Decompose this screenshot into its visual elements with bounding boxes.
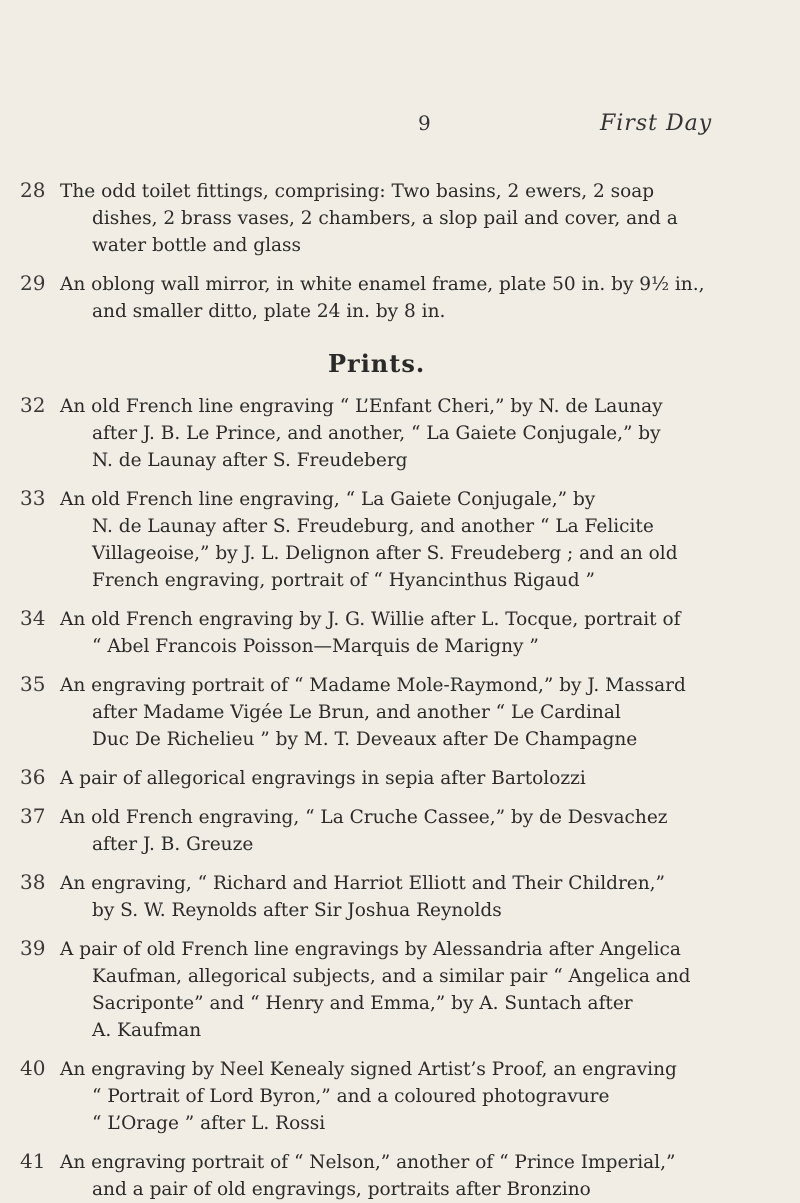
- lot-line: An oblong wall mirror, in white enamel frame, plate 50 in. by 9½ in.,: [60, 274, 705, 295]
- lot-line: French engraving, portrait of “ Hyancinthus Rigaud ”: [92, 570, 595, 591]
- lot-line: after J. B. Le Prince, and another, “ La Gaiete Conjugale,” by: [92, 423, 661, 444]
- lot-description: [62, 393, 774, 474]
- lot-number: 37: [20, 804, 46, 828]
- lot-line: An engraving portrait of “ Nelson,” another of “ Prince Imperial,”: [60, 1152, 676, 1173]
- lot-line: after J. B. Greuze: [92, 834, 254, 855]
- lot-line: A pair of old French line engravings by Alessandria after Angelica: [60, 939, 681, 960]
- lot-description: [62, 1056, 774, 1137]
- lot-line: N. de Launay after S. Freudeberg: [92, 450, 408, 471]
- lot-number: 38: [20, 870, 46, 894]
- lot-line: The odd toilet fittings, comprising: Two basins, 2 ewers, 2 soap: [60, 181, 655, 202]
- lot-line: An old French engraving, “ La Cruche Cassee,” by de Desvachez: [60, 807, 668, 828]
- lot-number: 35: [20, 672, 46, 696]
- lot-line: An old French engraving by J. G. Willie after L. Tocque, portrait of: [60, 609, 681, 630]
- lot-description: [62, 1149, 774, 1203]
- lot-line: after Madame Vigée Le Brun, and another “ Le Cardinal: [92, 702, 621, 723]
- lot-number: 41: [20, 1149, 46, 1173]
- lot-number: 32: [20, 393, 46, 417]
- lot-line: Villageoise,” by J. L. Delignon after S. Freudeberg ; and an old: [92, 543, 678, 564]
- lot-line: dishes, 2 brass vases, 2 chambers, a slop pail and cover, and a: [92, 208, 678, 229]
- lot-description: [62, 804, 774, 858]
- lot-line: A pair of allegorical engravings in sepia after Bartolozzi: [60, 768, 586, 789]
- lot-description: [62, 870, 774, 924]
- lot-description: [62, 178, 774, 259]
- lot-description: [62, 672, 774, 753]
- lot-line: Duc De Richelieu ” by M. T. Deveaux after De Champagne: [92, 729, 638, 750]
- lot-line: water bottle and glass: [92, 235, 302, 256]
- lot-line: An engraving, “ Richard and Harriot Elliott and Their Children,”: [60, 873, 666, 894]
- lot-number: 33: [20, 486, 46, 510]
- lot-line: An old French line engraving, “ La Gaiete Conjugale,” by: [60, 489, 596, 510]
- lot-line: Kaufman, allegorical subjects, and a similar pair “ Angelica and: [92, 966, 691, 987]
- lot-number: 40: [20, 1056, 46, 1080]
- lot-line: Sacriponte” and “ Henry and Emma,” by A. Suntach after: [92, 993, 633, 1014]
- lot-description: [62, 486, 774, 594]
- lot-line: and a pair of old engravings, portraits after Bronzino: [92, 1179, 591, 1200]
- lot-line: An engraving portrait of “ Madame Mole-Raymond,” by J. Massard: [60, 675, 686, 696]
- lot-line: N. de Launay after S. Freudeburg, and another “ La Felicite: [92, 516, 654, 537]
- lot-description: [62, 936, 774, 1044]
- page-header: [0, 111, 800, 141]
- lot-line: by S. W. Reynolds after Sir Joshua Reynolds: [92, 900, 502, 921]
- page-number: 9: [418, 111, 431, 135]
- lot-line: “ L’Orage ” after L. Rossi: [92, 1113, 326, 1134]
- lot-line: A. Kaufman: [92, 1020, 202, 1041]
- lot-description: [62, 765, 774, 792]
- section-title: Prints.: [328, 349, 426, 378]
- lot-description: [62, 606, 774, 660]
- lot-line: An old French line engraving “ L’Enfant Cheri,” by N. de Launay: [60, 396, 663, 417]
- lot-number: 39: [20, 936, 46, 960]
- lot-description: [62, 271, 774, 325]
- lot-number: 34: [20, 606, 46, 630]
- lot-number: 28: [20, 178, 46, 202]
- lot-line: “ Portrait of Lord Byron,” and a coloured photogravure: [92, 1086, 610, 1107]
- lot-line: and smaller ditto, plate 24 in. by 8 in.: [92, 301, 446, 322]
- lot-line: An engraving by Neel Kenealy signed Artist’s Proof, an engraving: [60, 1059, 677, 1080]
- lot-line: “ Abel Francois Poisson—Marquis de Marigny ”: [92, 636, 539, 657]
- lot-number: 29: [20, 271, 46, 295]
- running-head: First Day: [600, 111, 713, 136]
- lot-number: 36: [20, 765, 46, 789]
